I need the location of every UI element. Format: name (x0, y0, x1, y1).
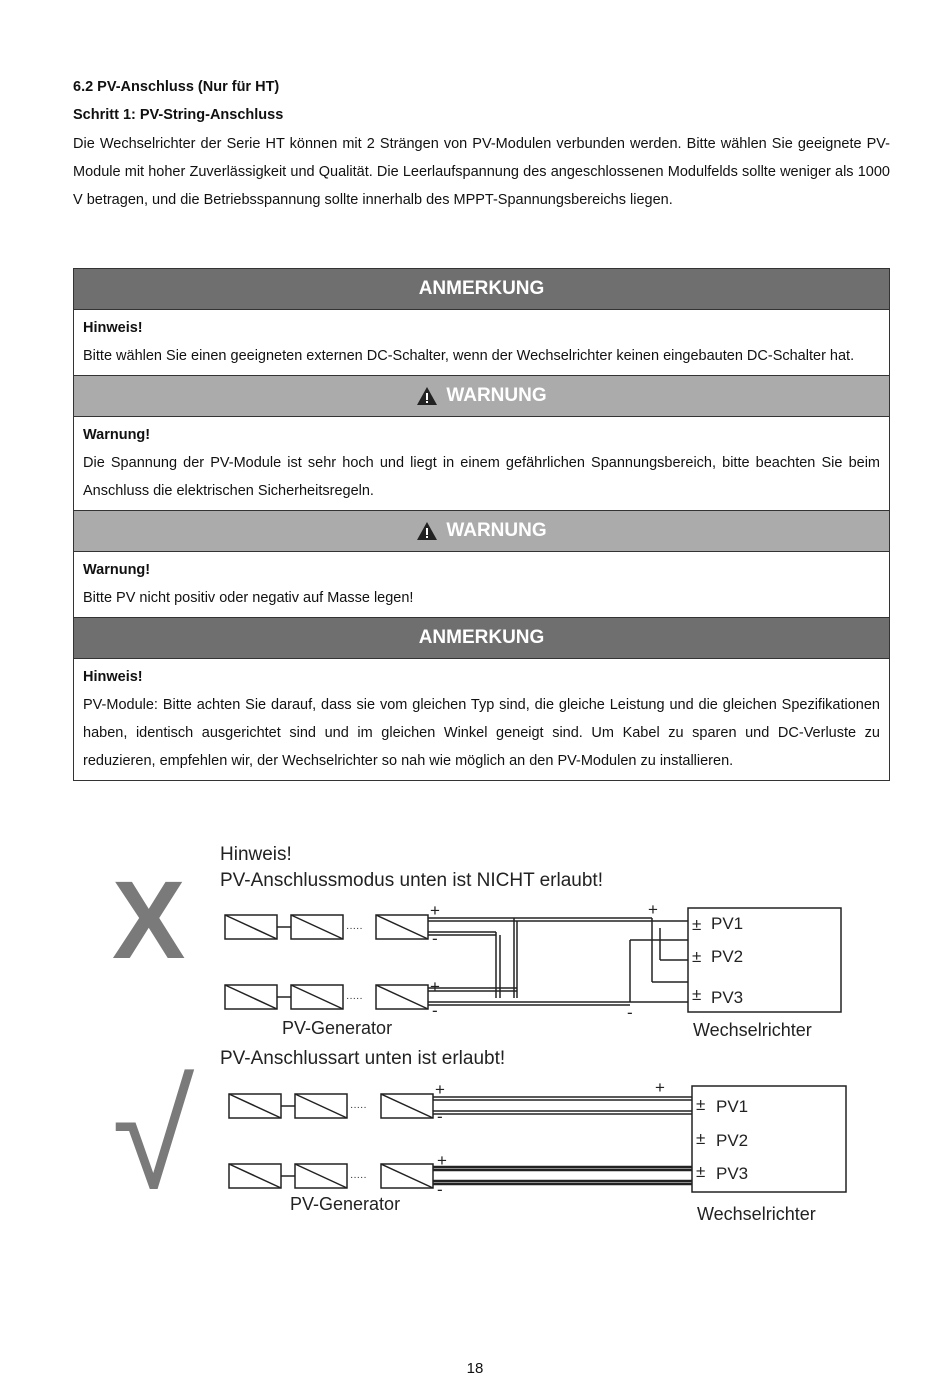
note-header-2: ANMERKUNG (74, 618, 889, 659)
wrong-wiring (428, 918, 688, 1005)
wrong-title: Hinweis! (220, 844, 292, 865)
wrong-subtitle: PV-Anschlussmodus unten ist NICHT erlaubt! (220, 870, 603, 891)
svg-text:PV2: PV2 (716, 1131, 749, 1150)
note-text: PV-Module: Bitte achten Sie darauf, dass sie vom gleichen Typ sind, die gleiche Leistung und die gleichen Spezifikationen haben, identisch ausgerichtet sind und im gleichen Winkel geneigt sind. Um Kabel zu sparen und DC-Verluste zu reduzieren, empfehlen wir, der Wechselrichter so nah wie möglich an den PV-Modulen zu installieren. (83, 697, 880, 769)
correct-wiring (433, 1097, 692, 1184)
svg-text:PV2: PV2 (711, 947, 744, 966)
svg-text:±: ± (696, 1129, 706, 1148)
inverter-label-1: Wechselrichter (693, 1020, 812, 1040)
svg-text:+: + (435, 1080, 445, 1099)
pv-string-4 (229, 1164, 433, 1188)
svg-text:±: ± (692, 915, 702, 934)
svg-text:±: ± (696, 1162, 706, 1181)
note-label: Hinweis! (83, 669, 143, 685)
svg-text:·····: ····· (350, 1172, 367, 1183)
wrong-mark: X (112, 859, 186, 982)
note-text: Bitte wählen Sie einen geeigneten externen DC-Schalter, wenn der Wechselrichter keinen eingebauten DC-Schalter hat. (83, 348, 855, 364)
generator-label-2: PV-Generator (290, 1194, 401, 1214)
warning-header-2: WARNUNG (74, 511, 889, 552)
svg-text:-: - (432, 1001, 438, 1020)
svg-text:·····: ····· (346, 993, 363, 1004)
warning-label: Warnung! (83, 562, 151, 578)
svg-text:·····: ····· (350, 1102, 367, 1113)
svg-text:PV1: PV1 (716, 1097, 749, 1116)
note-body-1 (74, 310, 889, 376)
intro-paragraph: Die Wechselrichter der Serie HT können mit 2 Strängen von PV-Modulen verbunden werden. Bitte wählen Sie geeignete PV-Module mit hoher Zuverlässigkeit und Qualität. Die Leerlaufspannung des angeschlossenen Modulfelds sollte weniger als 1000 V betragen, und die Betriebsspannung sollte innerhalb des MPPT-Spannungsbereichs liegen. (73, 136, 890, 208)
warning-body-1 (74, 417, 889, 511)
svg-text:PV3: PV3 (711, 988, 744, 1007)
svg-text:-: - (627, 1003, 633, 1022)
svg-text:+: + (655, 1078, 665, 1097)
warning-triangle-icon (416, 386, 438, 406)
svg-text:+: + (648, 900, 658, 919)
pv-wiring-diagram (0, 820, 950, 1240)
warning-header-1: WARNUNG (74, 376, 889, 417)
inverter-label-2: Wechselrichter (697, 1204, 816, 1224)
pv-string-1 (225, 915, 428, 939)
step-heading: Schritt 1: PV-String-Anschluss (73, 107, 284, 123)
pv-string-2 (225, 985, 428, 1009)
svg-text:+: + (430, 977, 440, 996)
svg-text:PV3: PV3 (716, 1164, 749, 1183)
svg-text:+: + (430, 901, 440, 920)
warning-text: Bitte PV nicht positiv oder negativ auf Masse legen! (83, 590, 414, 606)
section-heading: 6.2 PV-Anschluss (Nur für HT) (73, 79, 280, 95)
note-label: Hinweis! (83, 320, 143, 336)
svg-text:±: ± (696, 1095, 706, 1114)
svg-text:-: - (432, 929, 438, 948)
svg-text:·····: ····· (346, 923, 363, 934)
warning-label: Warnung! (83, 427, 151, 443)
generator-label-1: PV-Generator (282, 1018, 393, 1038)
warning-body-2 (74, 552, 889, 618)
svg-text:PV1: PV1 (711, 914, 744, 933)
pv-string-3 (229, 1094, 433, 1118)
warning-text: Die Spannung der PV-Module ist sehr hoch und liegt in einem gefährlichen Spannungsbereich, bitte beachten Sie beim Anschluss die elektrischen Sicherheitsregeln. (83, 455, 880, 499)
svg-text:±: ± (692, 985, 702, 1004)
page-number: 18 (466, 1360, 484, 1377)
svg-text:-: - (437, 1180, 443, 1199)
warning-triangle-icon (416, 521, 438, 541)
right-mark: √ (112, 1052, 195, 1220)
notice-table (73, 268, 890, 781)
right-subtitle: PV-Anschlussart unten ist erlaubt! (220, 1048, 506, 1069)
svg-text:-: - (437, 1107, 443, 1126)
svg-text:+: + (437, 1151, 447, 1170)
note-body-2 (74, 659, 889, 780)
svg-text:±: ± (692, 947, 702, 966)
note-header-1: ANMERKUNG (74, 269, 889, 310)
